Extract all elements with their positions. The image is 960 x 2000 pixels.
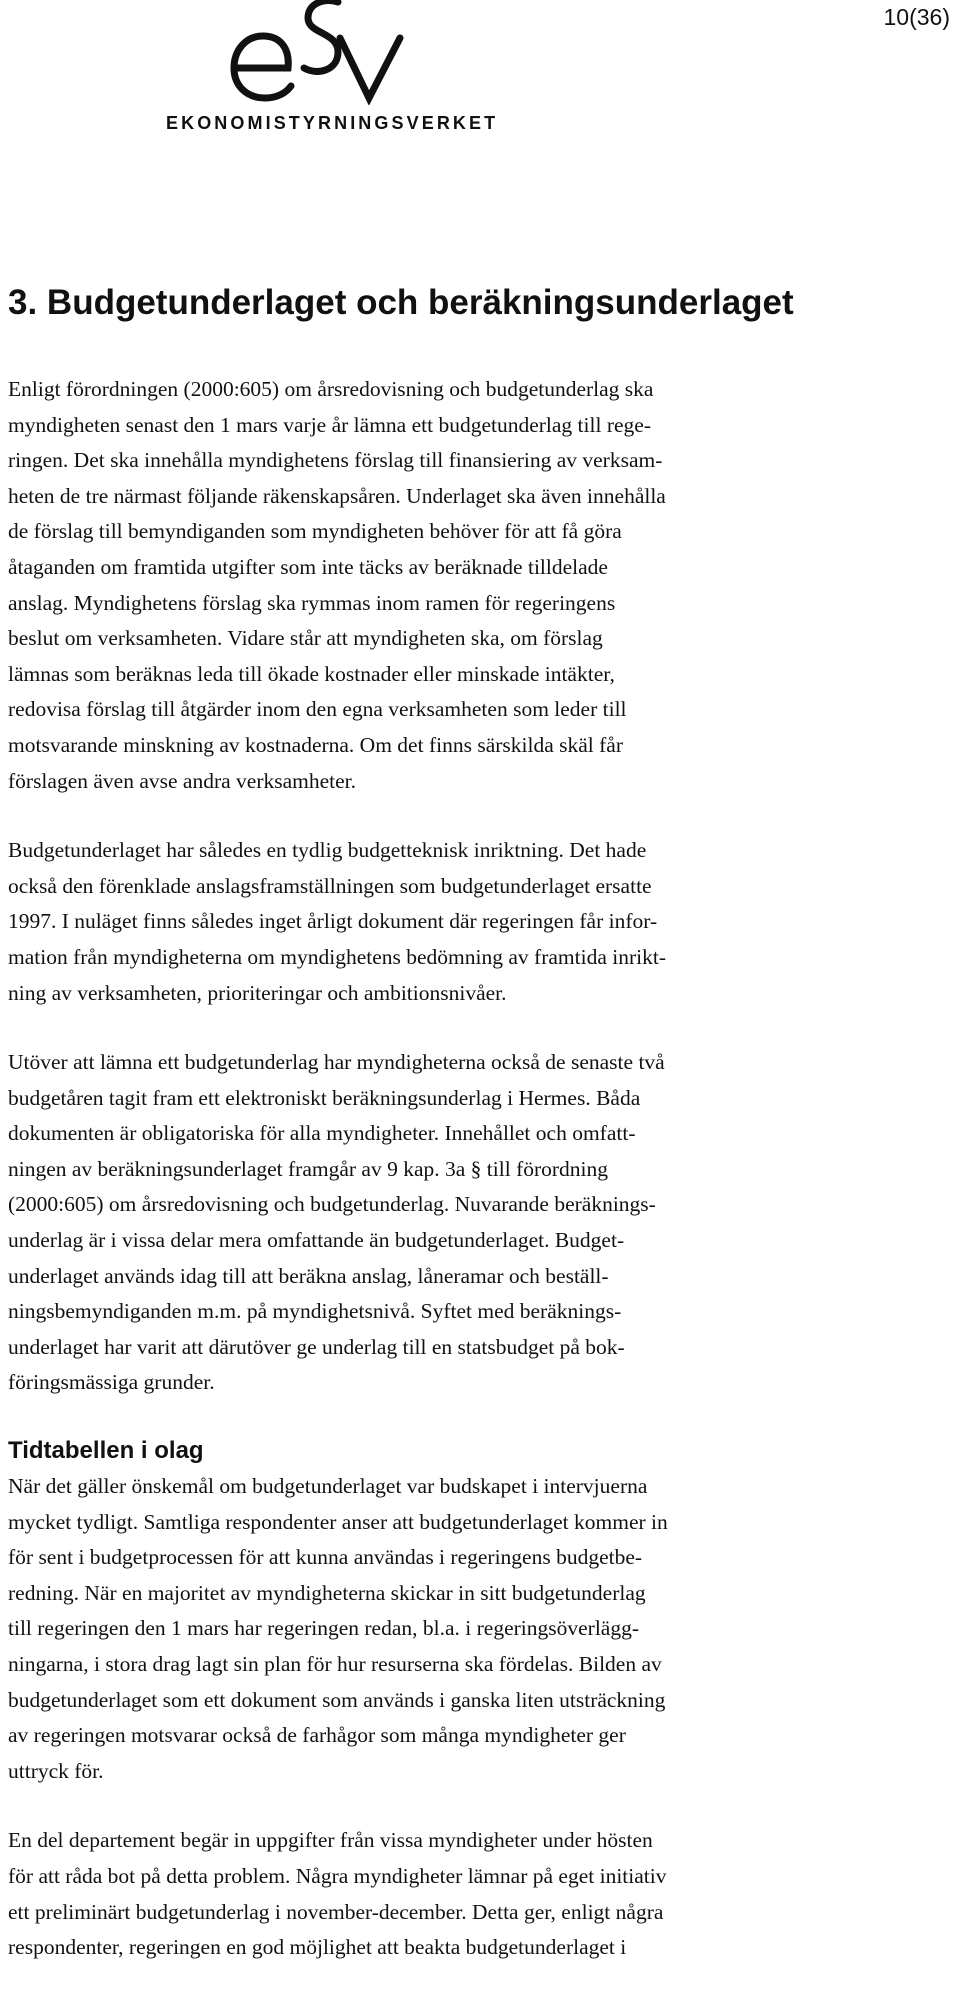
paragraph <box>8 833 908 1011</box>
text-line: En del departement begär in uppgifter från vissa myndigheter under hösten <box>8 1828 653 1853</box>
logo-text: EKONOMISTYRNINGSVERKET <box>166 113 499 133</box>
text-line: mycket tydligt. Samtliga respondenter anser att budgetunderlaget kommer in <box>8 1509 668 1534</box>
paragraph <box>8 372 908 799</box>
paragraph <box>8 1045 908 1401</box>
paragraph <box>8 1469 908 1789</box>
document-body <box>8 282 908 2000</box>
text-line: ringen. Det ska innehålla myndighetens förslag till finansiering av verksam- <box>8 448 663 473</box>
text-line: myndigheten senast den 1 mars varje år lämna ett budgetunderlag till rege- <box>8 412 651 437</box>
text-line: budgetunderlaget som ett dokument som används i ganska liten utsträckning <box>8 1687 666 1712</box>
text-line: ningsbemyndiganden m.m. på myndighetsnivå. Syftet med beräknings- <box>8 1299 622 1324</box>
text-line: anslag. Myndighetens förslag ska rymmas inom ramen för regeringens <box>8 590 616 615</box>
text-line: budgetåren tagit fram ett elektroniskt beräkningsunderlag i Hermes. Båda <box>8 1085 641 1110</box>
text-line: respondenter, regeringen en god möjlighet att beakta budgetunderlaget i <box>8 1935 627 1960</box>
text-line: ett preliminärt budgetunderlag i november-december. Detta ger, enligt några <box>8 1899 664 1924</box>
esv-logo-icon <box>230 0 410 105</box>
text-line: också den förenklade anslagsframställningen som budgetunderlaget ersatte <box>8 873 652 898</box>
text-line: dokumenten är obligatoriska för alla myndigheter. Innehållet och omfatt- <box>8 1121 636 1146</box>
page-number: 10(36) <box>883 4 950 30</box>
text-line: heten de tre närmast följande räkenskapsåren. Underlaget ska även innehålla <box>8 483 666 508</box>
text-line: redovisa förslag till åtgärder inom den egna verksamheten som leder till <box>8 697 627 722</box>
text-line: 1997. I nuläget finns således inget årligt dokument där regeringen får infor- <box>8 909 658 934</box>
text-line: uttryck för. <box>8 1758 104 1783</box>
text-line: förslagen även avse andra verksamheter. <box>8 768 357 793</box>
text-line: för sent i budgetprocessen för att kunna användas i regeringens budgetbe- <box>8 1545 643 1570</box>
text-line: lämnas som beräknas leda till ökade kostnader eller minskade intäkter, <box>8 661 615 686</box>
text-line: ningen av beräkningsunderlaget framgår av 9 kap. 3a § till förordning <box>8 1156 609 1181</box>
paragraph <box>8 1823 908 1965</box>
text-line: av regeringen motsvarar också de farhågor som många myndigheter ger <box>8 1723 626 1748</box>
text-line: ning av verksamheten, prioriteringar och ambitionsnivåer. <box>8 980 507 1005</box>
text-line: underlaget har varit att därutöver ge underlag till en statsbudget på bok- <box>8 1334 625 1359</box>
text-line: åtaganden om framtida utgifter som inte täcks av beräknade tilldelade <box>8 554 608 579</box>
text-line: Enligt förordningen (2000:605) om årsredovisning och budgetunderlag ska <box>8 377 654 401</box>
esv-logo <box>160 0 499 140</box>
text-line: till regeringen den 1 mars har regeringen redan, bl.a. i regeringsöverlägg- <box>8 1616 640 1641</box>
text-line: redning. När en majoritet av myndigheterna skickar in sitt budgetunderlag <box>8 1580 646 1605</box>
section-heading: 3. Budgetunderlaget och beräkningsunderlaget <box>8 283 794 322</box>
text-line: mation från myndigheterna om myndighetens bedömning av framtida inrikt- <box>8 944 666 969</box>
text-line: ningarna, i stora drag lagt sin plan för hur resurserna ska fördelas. Bilden av <box>8 1652 662 1676</box>
text-line: de förslag till bemyndiganden som myndigheten behöver för att få göra <box>8 519 622 544</box>
text-line: föringsmässiga grunder. <box>8 1370 215 1395</box>
subsection-heading: Tidtabellen i olag <box>8 1437 204 1465</box>
text-line: (2000:605) om årsredovisning och budgetunderlag. Nuvarande beräknings- <box>8 1192 656 1217</box>
text-line: Budgetunderlaget har således en tydlig budgetteknisk inriktning. Det hade <box>8 838 647 863</box>
text-line: Utöver att lämna ett budgetunderlag har myndigheterna också de senaste två <box>8 1050 665 1075</box>
text-line: beslut om verksamheten. Vidare står att myndigheten ska, om förslag <box>8 626 603 651</box>
text-line: När det gäller önskemål om budgetunderlaget var budskapet i intervjuerna <box>8 1474 648 1499</box>
text-line: underlag är i vissa delar mera omfattande än budgetunderlaget. Budget- <box>8 1228 625 1253</box>
text-line: för att råda bot på detta problem. Några myndigheter lämnar på eget initiativ <box>8 1863 667 1888</box>
text-line: motsvarande minskning av kostnaderna. Om det finns särskilda skäl får <box>8 732 623 757</box>
text-line: underlaget används idag till att beräkna anslag, låneramar och beställ- <box>8 1263 609 1288</box>
